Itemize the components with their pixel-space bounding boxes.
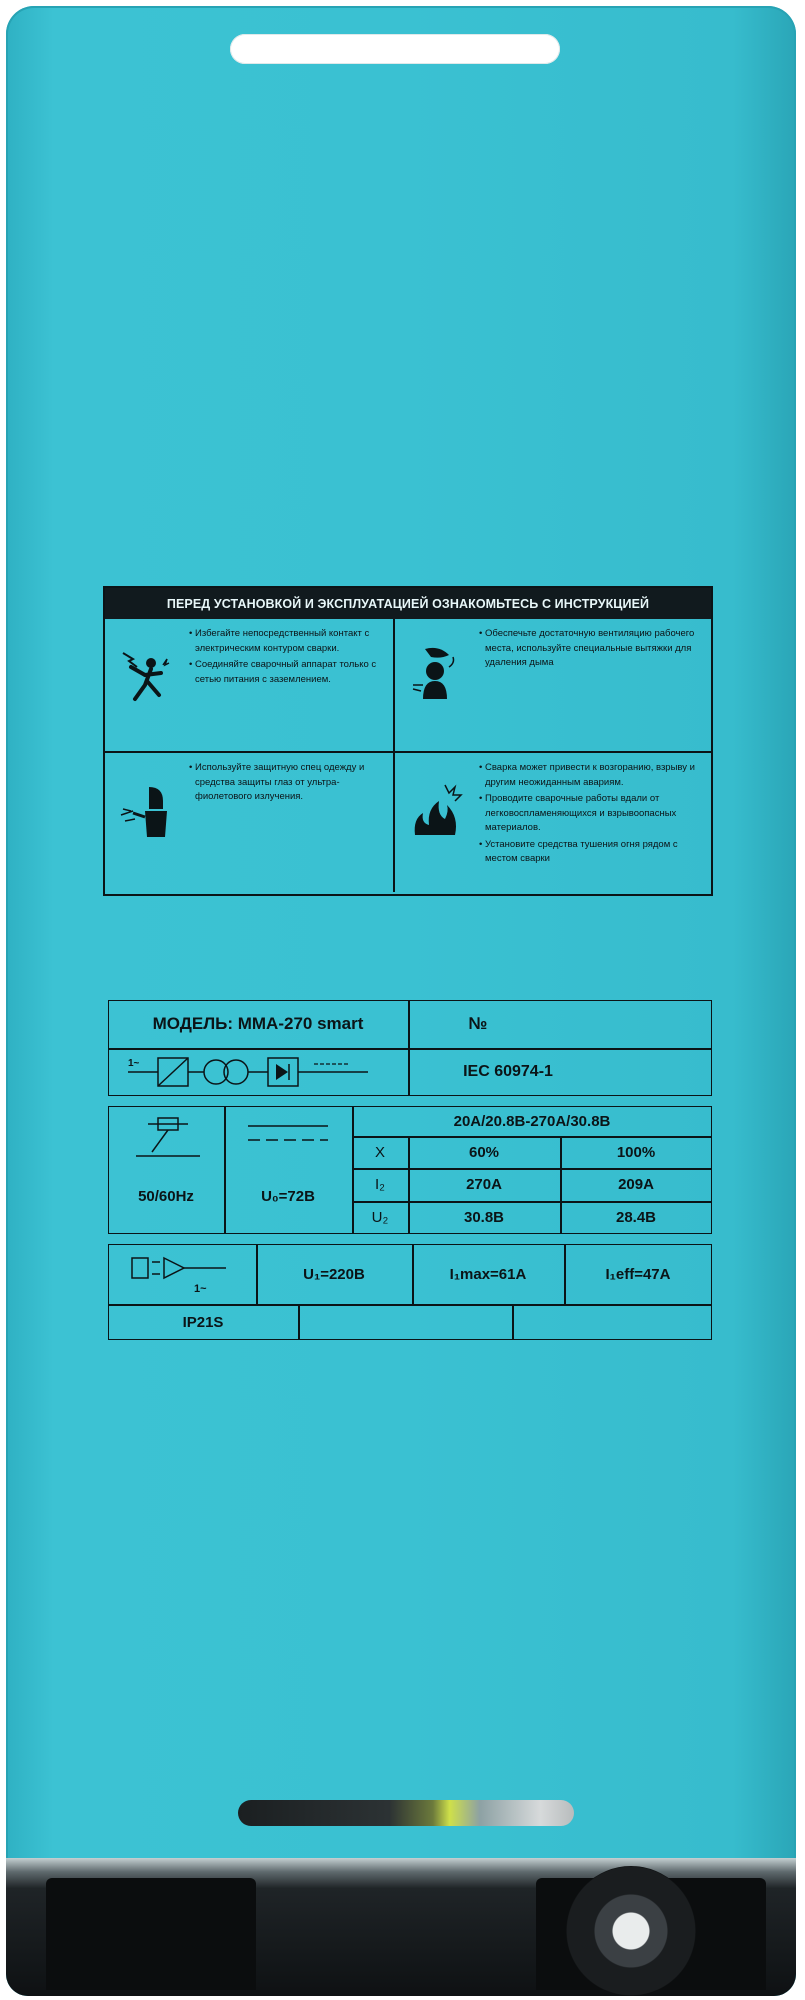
safety-text: • Обеспечьте достаточную вентиляцию рабочего места, используйте специальные вытяжки для удаления дыма xyxy=(485,627,705,671)
electric-shock-icon xyxy=(115,645,177,707)
safety-text: • Соединяйте сварочный аппарат только с сетью питания с заземлением. xyxy=(195,658,387,687)
input-phase-symbol: 1~ xyxy=(128,1058,140,1069)
welder-housing xyxy=(6,6,796,1996)
output-current-symbol: I₂ xyxy=(375,1176,385,1193)
safety-cell-ventilation xyxy=(395,619,711,751)
current-voltage-range: 20A/20.8B-270A/30.8B xyxy=(453,1112,611,1130)
ip-rating: IP21S xyxy=(182,1313,224,1331)
safety-text: • Проводите сварочные работы вдали от легковоспламеняющихся и взрывоопасных материалов. xyxy=(485,792,705,836)
ventilation-fumes-icon xyxy=(405,645,467,707)
max-input-current: I₁max=61A xyxy=(449,1265,527,1283)
dc-output-icon xyxy=(248,1118,328,1148)
effective-input-current: I₁eff=47A xyxy=(605,1265,671,1283)
safety-text: • Сварка может привести к возгоранию, взрыву и другим неожиданным авариям. xyxy=(485,761,705,790)
input-phase-symbol: 1~ xyxy=(194,1283,207,1295)
output-voltage-100: 28.4B xyxy=(615,1209,657,1226)
spec-plate xyxy=(108,1000,712,1340)
carry-handle-slot[interactable] xyxy=(230,34,560,64)
output-current-100: 209A xyxy=(618,1176,654,1193)
safety-text: • Установите средства тушения огня рядом с местом сварки xyxy=(485,838,705,867)
mains-plug-icon xyxy=(126,1250,236,1300)
standard-label: IEC 60974-1 xyxy=(463,1063,553,1080)
model-name: МОДЕЛЬ: MMA-270 smart xyxy=(152,1014,364,1033)
welder-protection-icon xyxy=(115,779,177,841)
safety-text: • Избегайте непосредственный контакт с электрическим контуром сварки. xyxy=(195,627,387,656)
duty-cycle-symbol: X xyxy=(374,1143,385,1161)
open-circuit-voltage: U₀=72B xyxy=(261,1187,315,1205)
safety-text: • Используйте защитную спец одежду и средства защиты глаз от ультра-фиолетового излучения. xyxy=(195,761,387,805)
safety-header: ПЕРЕД УСТАНОВКОЙ И ЭКСПЛУАТАЦИЕЙ ОЗНАКОМЬТЕСЬ С ИНСТРУКЦИЕЙ xyxy=(105,588,711,619)
output-voltage-60: 30.8B xyxy=(463,1209,505,1226)
safety-cell-shock xyxy=(105,619,395,751)
safety-cell-protection xyxy=(105,751,395,892)
safety-cell-fire xyxy=(395,751,711,892)
left-foot xyxy=(46,1878,256,1990)
control-knob[interactable] xyxy=(566,1866,696,1996)
safety-warning-label xyxy=(103,586,713,896)
inverter-schematic-icon xyxy=(128,1052,388,1092)
output-voltage-symbol: U₂ xyxy=(371,1209,389,1226)
duty-cycle-60: 60% xyxy=(468,1143,500,1161)
input-voltage: U₁=220B xyxy=(303,1265,365,1283)
output-current-60: 270A xyxy=(466,1176,502,1193)
serial-number-label: № xyxy=(468,1014,488,1033)
duty-cycle-100: 100% xyxy=(616,1143,656,1161)
front-vent-slot xyxy=(238,1800,574,1826)
fire-explosion-icon xyxy=(405,779,467,841)
safety-grid xyxy=(105,619,711,892)
frequency-label: 50/60Hz xyxy=(138,1187,194,1205)
mma-electrode-icon xyxy=(128,1112,208,1162)
